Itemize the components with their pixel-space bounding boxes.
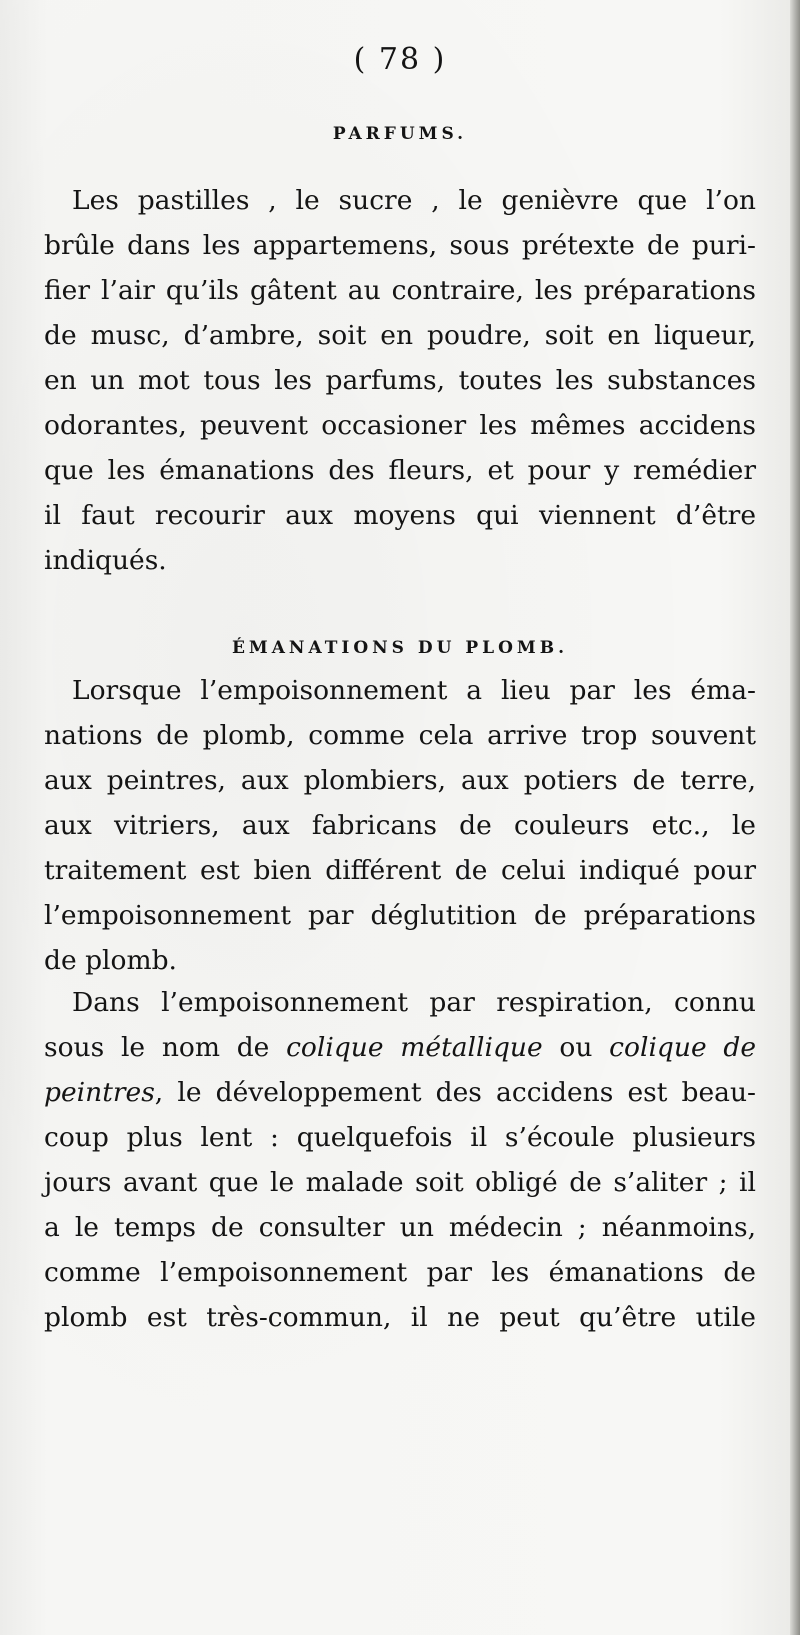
text-run: , le développement des accidens est beau- — [154, 1077, 756, 1108]
text-line: l’empoisonnement par déglutition de préparations — [44, 900, 756, 931]
text-line: fier l’air qu’ils gâtent au contraire, les préparations — [44, 275, 756, 306]
text-line: Les pastilles , le sucre , le genièvre que l’on — [72, 185, 756, 216]
text-line: aux peintres, aux plombiers, aux potiers de terre, — [44, 765, 756, 796]
section-heading-emanations-du-plomb: ÉMANATIONS DU PLOMB. — [231, 638, 569, 658]
text-line: plomb est très-commun, il ne peut qu’être utile — [44, 1302, 756, 1333]
text-line — [44, 1070, 756, 1115]
text-line: a le temps de consulter un médecin ; néanmoins, — [44, 1212, 756, 1243]
text-line: nations de plomb, comme cela arrive trop souvent — [44, 720, 756, 751]
text-line: jours avant que le malade soit obligé de s’aliter ; il — [44, 1167, 756, 1198]
text-line — [44, 1025, 756, 1070]
text-line: coup plus lent : quelquefois il s’écoule plusieurs — [44, 1122, 756, 1153]
paragraph-parfums — [44, 178, 756, 583]
text-line: il faut recourir aux moyens qui viennent d’être — [44, 500, 756, 531]
text-line: de musc, d’ambre, soit en poudre, soit en liqueur, — [44, 320, 756, 351]
paragraph-emanations-2 — [44, 980, 756, 1340]
text-line: Dans l’empoisonnement par respiration, connu — [72, 987, 756, 1018]
text-line: en un mot tous les parfums, toutes les substances — [44, 365, 756, 396]
italic-term: colique métallique — [286, 1032, 543, 1063]
text-line: brûle dans les appartemens, sous prétexte de puri- — [44, 230, 756, 261]
text-line: que les émanations des fleurs, et pour y remédier — [44, 455, 756, 486]
text-line: comme l’empoisonnement par les émanations de — [44, 1257, 756, 1288]
text-line: aux vitriers, aux fabricans de couleurs etc., le — [44, 810, 756, 841]
italic-term: peintres — [44, 1077, 155, 1108]
paragraph-emanations-1 — [44, 668, 756, 983]
text-run: ou — [542, 1032, 610, 1063]
page-number: ( 78 ) — [353, 42, 447, 77]
page-edge-shadow — [790, 0, 800, 1635]
text-line: de plomb. — [44, 945, 177, 976]
italic-term: colique de — [609, 1032, 757, 1063]
text-line: traitement est bien différent de celui indiqué pour — [44, 855, 756, 886]
text-line: indiqués. — [44, 545, 167, 576]
text-line: odorantes, peuvent occasioner les mêmes accidens — [44, 410, 756, 441]
text-run: sous le nom de — [44, 1032, 287, 1063]
section-heading-parfums: PARFUMS. — [332, 124, 468, 144]
text-line: Lorsque l’empoisonnement a lieu par les éma- — [72, 675, 756, 706]
